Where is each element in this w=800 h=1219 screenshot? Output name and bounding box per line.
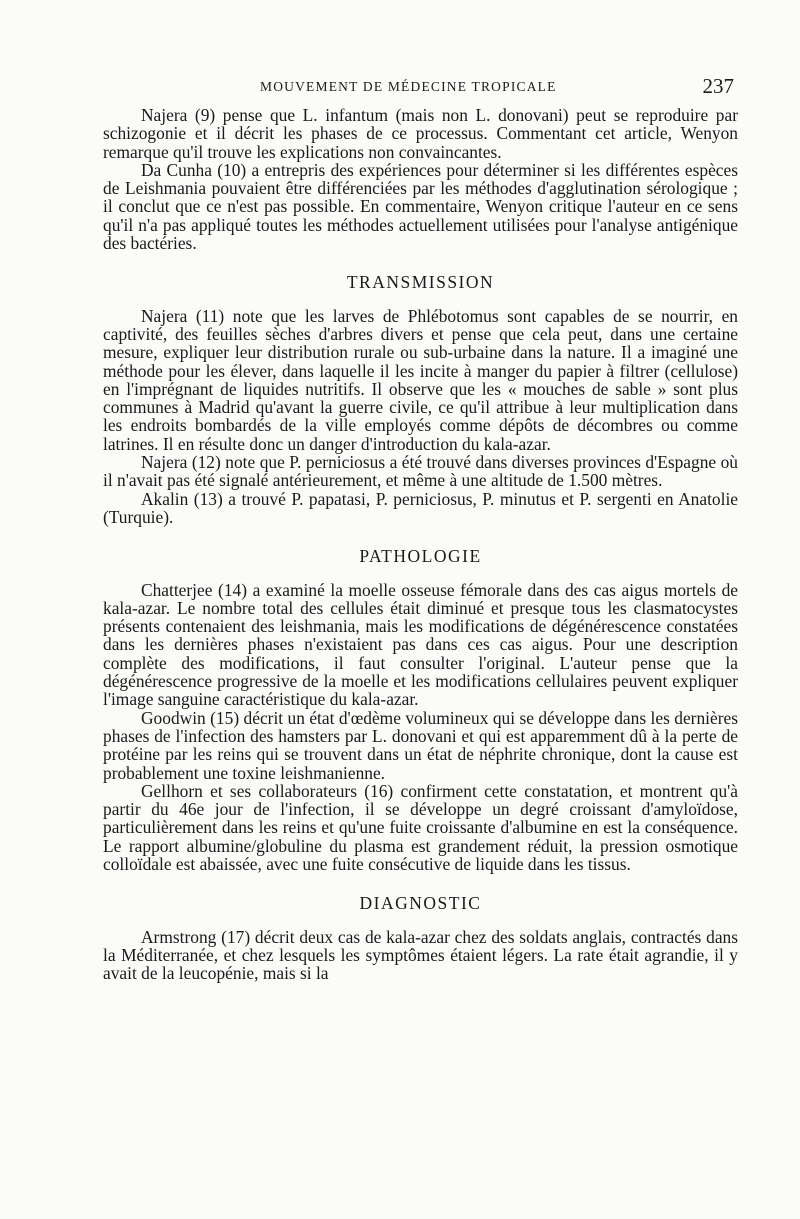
page-number: 237	[702, 74, 734, 98]
running-title: MOUVEMENT DE MÉDECINE TROPICALE	[260, 79, 557, 94]
paragraph: Da Cunha (10) a entrepris des expériences pour déterminer si les différentes espèces de Leishmania pouvaient être différenciées par les méthodes d'agglutination sérologique ; il conclut que ce n'est pas possible. En commentaire, Wenyon critique l'auteur en ce sens qu'il n'a pas appliqué toutes les méthodes actuellement utilisées pour l'analyse antigénique des bactéries.	[103, 159, 738, 254]
paragraph: Najera (11) note que les larves de Phlébotomus sont capables de se nourrir, en captivité, des feuilles sèches d'arbres divers et pense que cela peut, dans une certaine mesure, expliquer leur distribution rurale ou sub-urbaine dans la nature. Il a imaginé une méthode pour les élever, dans laquelle il les incite à manger du papier à filtrer (cellulose) en l'imprégnant de liquides nutritifs. Il observe que les « mouches de sable » sont plus communes à Madrid qu'avant la guerre civile, ce qu'il attribue à leur multiplication dans les endroits bombardés de la ville employés comme dépôts de décombres ou comme latrines. Il en résulte donc un danger d'introduction du kala-azar.	[103, 305, 738, 454]
body-text	[103, 106, 738, 982]
paragraph: Armstrong (17) décrit deux cas de kala-azar chez des soldats anglais, contractés dans la Méditerranée, et chez lesquels les symptômes étaient légers. La rate était agrandie, il y avait de la leucopénie, mais si la	[103, 926, 738, 984]
section-heading-diagnostic: DIAGNOSTIC	[359, 893, 482, 914]
paragraph: Najera (12) note que P. perniciosus a été trouvé dans diverses provinces d'Espagne où il n'avait pas été signalé antérieurement, et même à une altitude de 1.500 mètres.	[103, 452, 738, 491]
section-heading-pathologie: PATHOLOGIE	[359, 546, 482, 567]
paragraph: Akalin (13) a trouvé P. papatasi, P. perniciosus, P. minutus et P. sergenti en Anatolie (Turquie).	[103, 488, 738, 527]
paragraph: Gellhorn et ses collaborateurs (16) confirment cette constatation, et montrent qu'à partir du 46e jour de l'infection, il se développe un degré croissant d'amyloïdose, particulièrement dans les reins et qu'une fuite croissante d'albumine en est la conséquence. Le rapport albumine/globuline du plasma est grandement réduit, la pression osmotique colloïdale est abaissée, avec une fuite consécutive de liquide dans les tissus.	[103, 780, 738, 874]
running-head	[260, 76, 734, 100]
paragraph: Najera (9) pense que L. infantum (mais non L. donovani) peut se reproduire par schizogonie et il décrit les phases de ce processus. Commentant cet article, Wenyon remarque qu'il trouve les explications non convaincantes.	[103, 105, 738, 162]
paragraph: Chatterjee (14) a examiné la moelle osseuse fémorale dans des cas aigus mortels de kala-azar. Le nombre total des cellules était diminué et presque tous les clasmatocystes présents contenaient des leishmania, mais les modifications de dégénérescence constatées dans les dernières phases n'existaient pas dans ces cas aigus. Pour une description complète des modifications, il faut consulter l'original. L'auteur pense que la dégénérescence progressive de la moelle et les modifications cellulaires peuvent expliquer l'image sanguine caractéristique du kala-azar.	[103, 579, 738, 710]
section-heading-transmission: TRANSMISSION	[346, 272, 495, 293]
paragraph: Goodwin (15) décrit un état d'œdème volumineux qui se développe dans les dernières phases de l'infection des hamsters par L. donovani et qui est apparemment dû à la perte de protéine par les reins qui se trouvent dans un état de néphrite chronique, dont la cause est probablement une toxine leishmanienne.	[103, 707, 738, 783]
